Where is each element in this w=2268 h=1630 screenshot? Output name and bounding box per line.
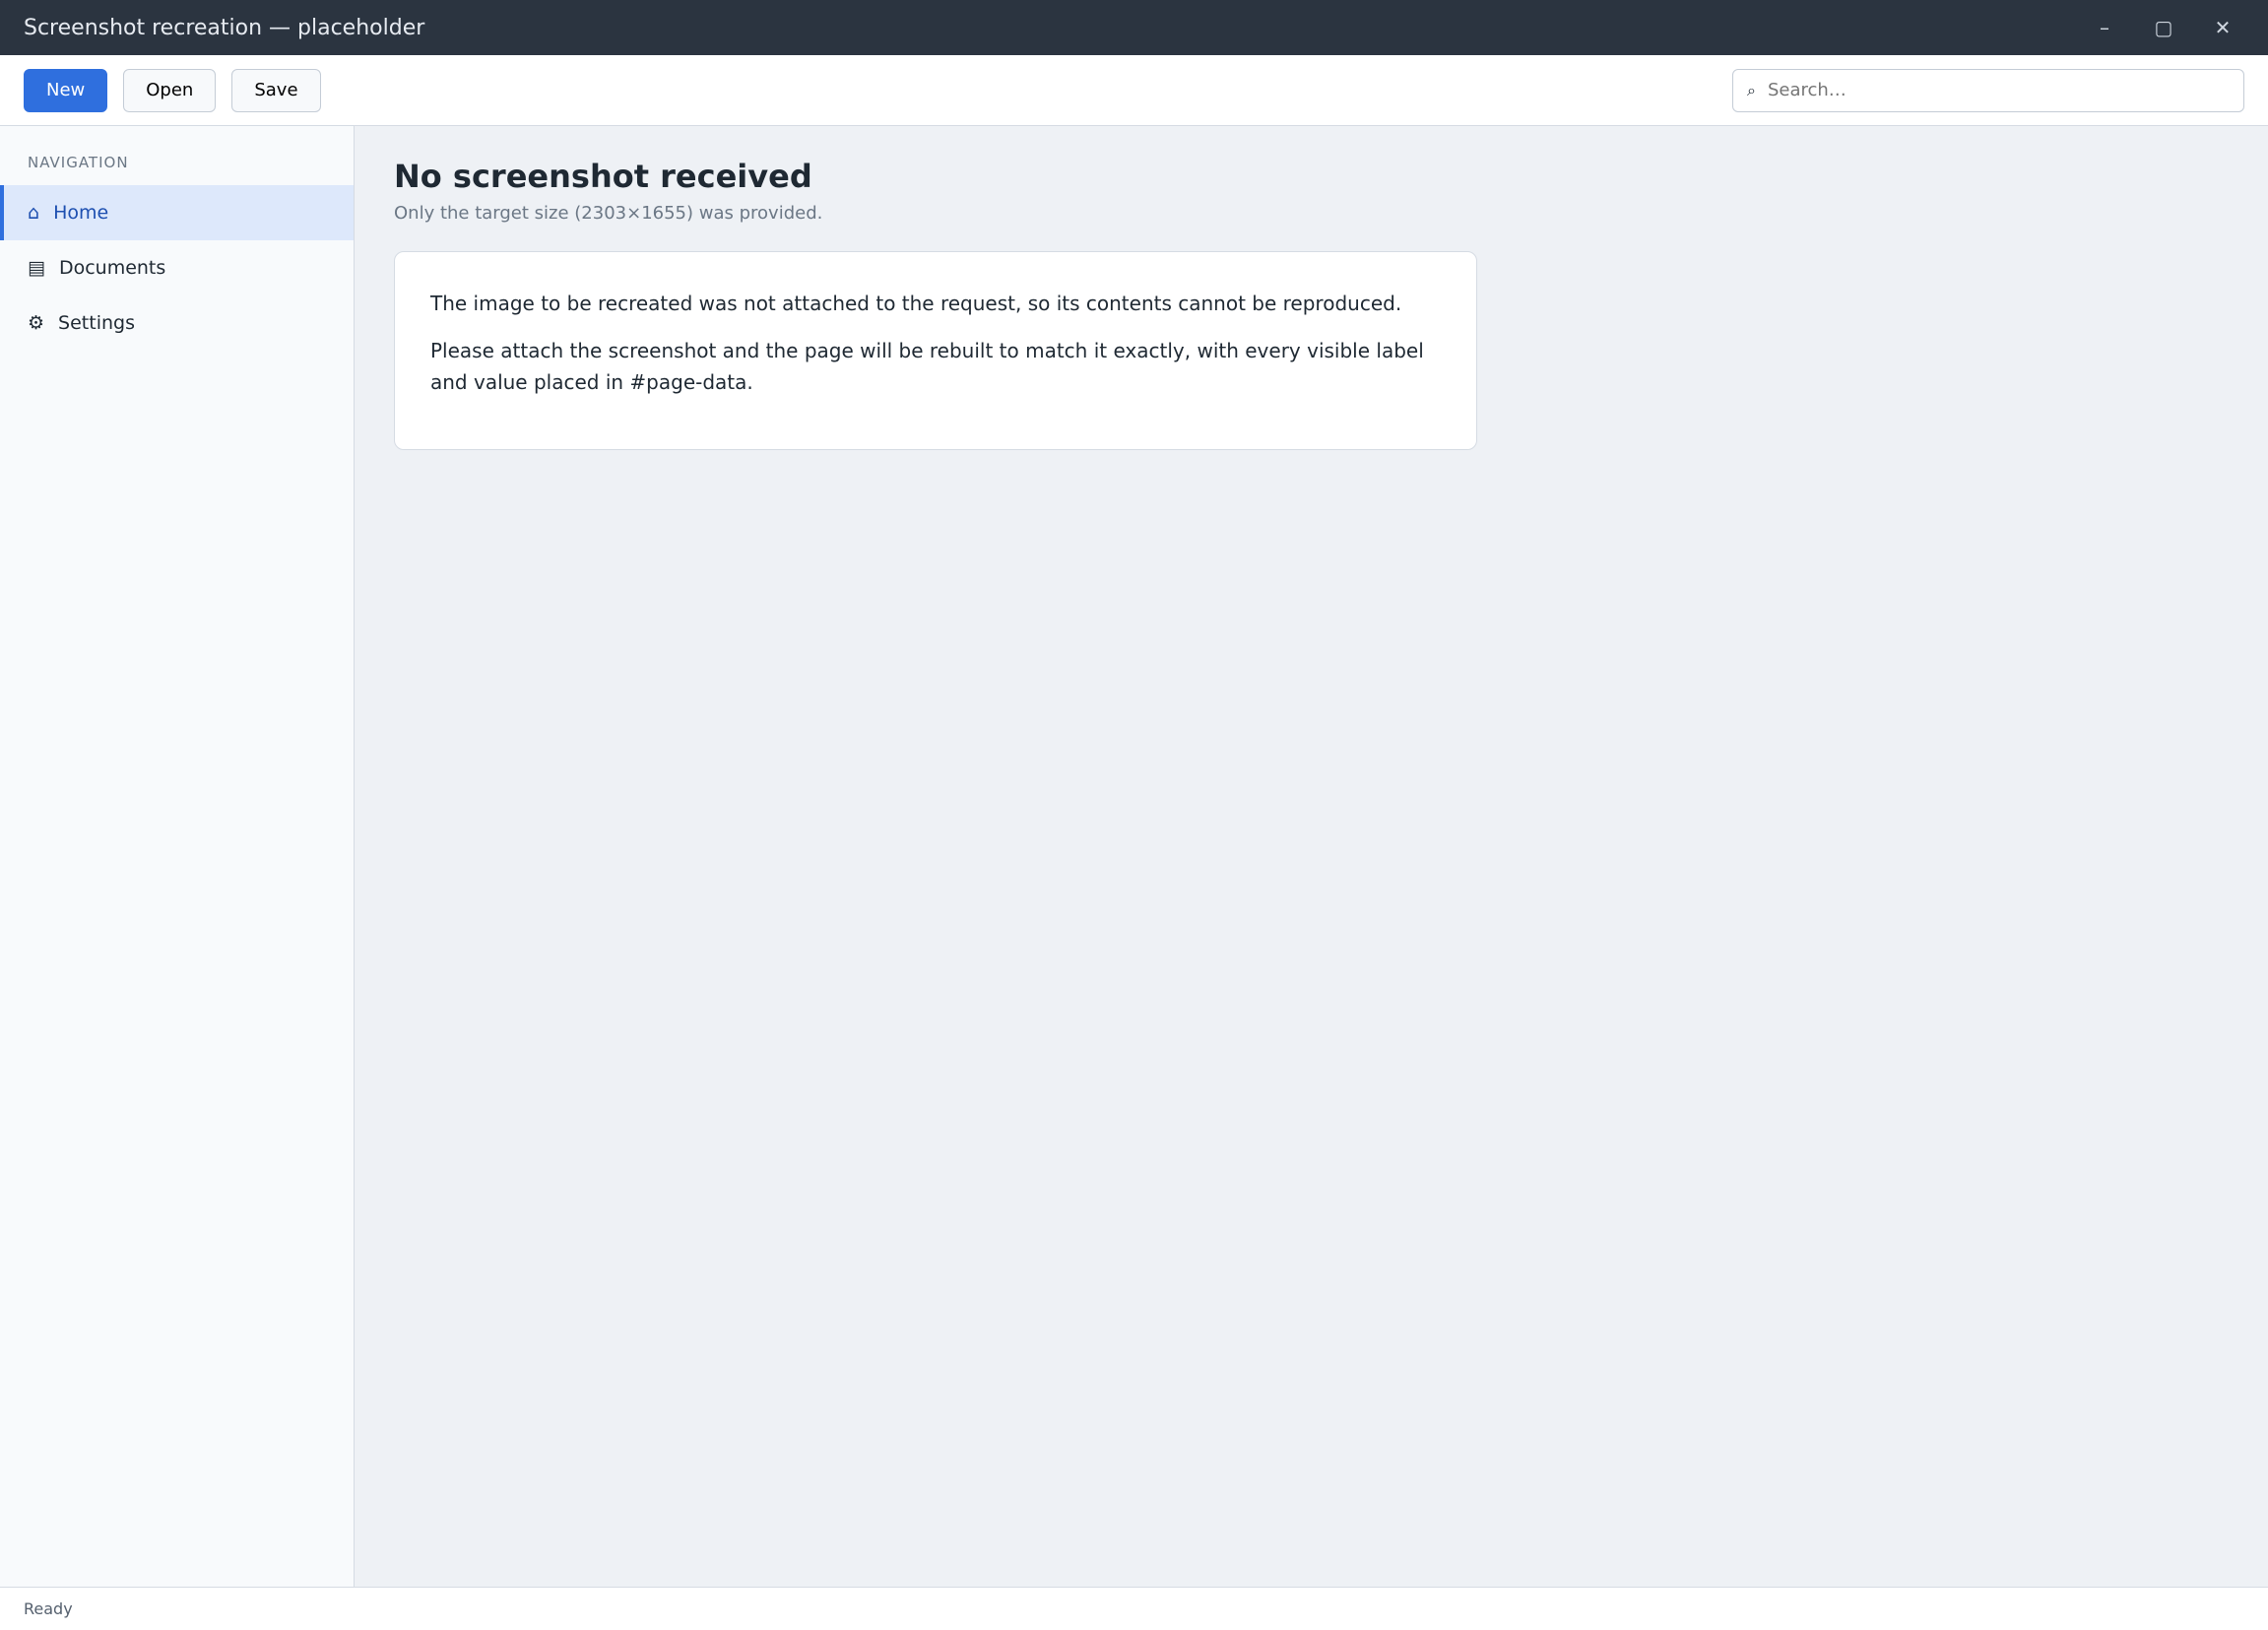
sidebar-item-settings[interactable] — [0, 295, 354, 351]
close-button[interactable]: ✕ — [2214, 16, 2232, 39]
sidebar — [0, 126, 355, 1587]
message-text: Please attach the screenshot and the page will be rebuilt to match it exactly, with every visible label and value placed in #page-data. — [430, 339, 1424, 394]
search-box — [1732, 69, 2244, 112]
toolbar — [0, 55, 2268, 126]
sidebar-item-label: Settings — [58, 312, 135, 334]
message-text: The image to be recreated was not attached to the request, so its contents cannot be reproduced. — [430, 292, 1402, 315]
page-subtitle: Only the target size (2303×1655) was provided. — [394, 203, 823, 224]
gear-icon: ⚙ — [28, 312, 45, 334]
maximize-button[interactable]: ▢ — [2154, 16, 2173, 39]
status-bar — [0, 1587, 2268, 1630]
window-title: Screenshot recreation — placeholder — [24, 15, 425, 40]
message-card — [394, 251, 1477, 450]
home-icon: ⌂ — [28, 202, 40, 224]
search-input[interactable] — [1766, 79, 2230, 101]
page-title: No screenshot received — [394, 158, 812, 195]
title-bar — [0, 0, 2268, 55]
sidebar-item-label: Home — [53, 202, 109, 224]
content-area — [0, 126, 2268, 1587]
save-button[interactable]: Save — [231, 69, 320, 112]
search-icon: ⌕ — [1747, 80, 1756, 99]
sidebar-item-home[interactable] — [0, 185, 354, 240]
main-panel — [355, 126, 2268, 1587]
minimize-button[interactable]: – — [2100, 16, 2109, 39]
new-button[interactable]: New — [24, 69, 107, 112]
sidebar-heading: NAVIGATION — [28, 154, 129, 171]
sidebar-item-label: Documents — [58, 257, 166, 279]
document-icon: ▤ — [28, 257, 45, 279]
sidebar-item-documents[interactable] — [0, 240, 354, 295]
open-button[interactable]: Open — [123, 69, 216, 112]
status-text: Ready — [24, 1599, 73, 1618]
